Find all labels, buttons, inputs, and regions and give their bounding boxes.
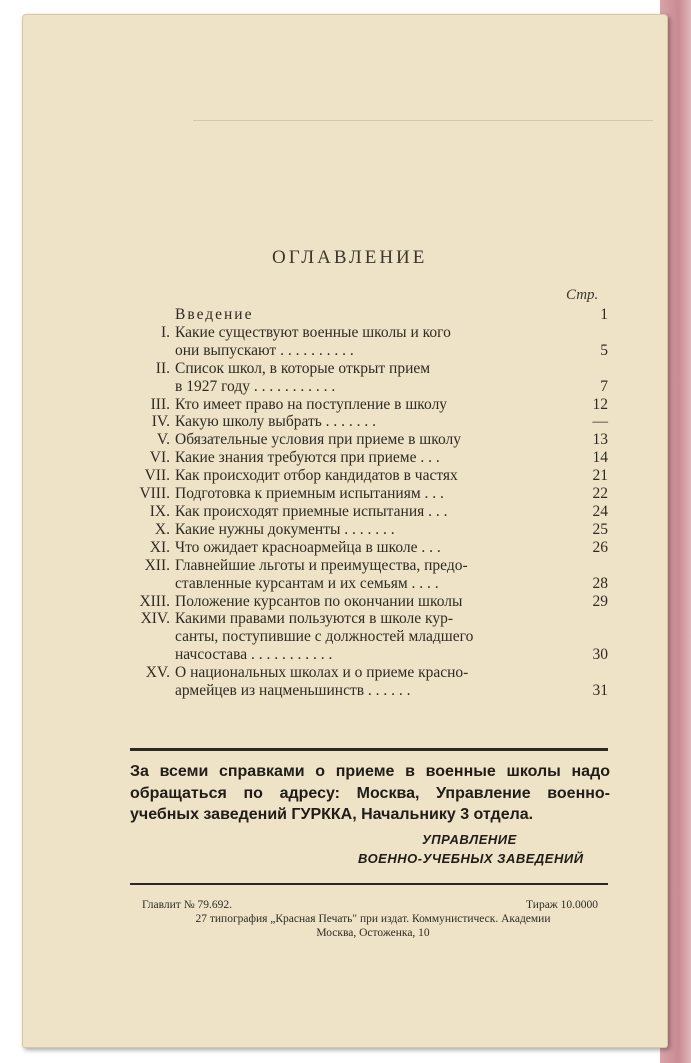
toc-entry-page: 7: [600, 377, 608, 395]
toc-entry-page: 5: [600, 341, 608, 359]
signature-line-1: УПРАВЛЕНИЕ: [422, 832, 517, 847]
toc-line: [128, 449, 608, 467]
toc-entry-page: 21: [592, 467, 608, 485]
toc-line: [128, 628, 608, 646]
toc-line: [128, 521, 608, 539]
toc-entry-number: XII.: [144, 556, 170, 574]
toc-line: [128, 467, 608, 485]
toc-entry-page: 14: [592, 449, 608, 467]
toc-entry-title: начсостава . . . . . . . . . . .: [175, 646, 333, 664]
printer-address: Москва, Остоженка, 10: [316, 927, 430, 939]
toc-entry-title: Подготовка к приемным испытаниям . . .: [175, 485, 444, 503]
imprint-block: [138, 898, 608, 940]
toc-line: [128, 682, 608, 700]
toc-entry-number: III.: [150, 395, 170, 413]
toc-entry-number: XIV.: [140, 610, 170, 628]
toc-entry-title: Какую школу выбрать . . . . . . .: [175, 413, 377, 431]
toc-entry-title: Что ожидает красноармейца в школе . . .: [175, 538, 441, 556]
toc-line: [128, 413, 608, 431]
toc-entry-number: VI.: [149, 449, 170, 467]
divider-rule-bottom: [130, 883, 608, 885]
toc-line: [128, 539, 608, 557]
bleed-through-line: [193, 120, 653, 121]
toc-entry-page: 26: [592, 538, 608, 556]
toc-entry-number: VII.: [144, 467, 170, 485]
toc-entry-number: VIII.: [139, 485, 170, 503]
toc-entry-title: Обязательные условия при приеме в школу: [175, 431, 461, 449]
toc-entry-title: Список школ, в которые открыт прием: [175, 359, 431, 377]
toc-line: [128, 324, 608, 342]
toc-entry-page: 28: [592, 574, 608, 592]
toc-line: [128, 646, 608, 664]
toc-entry-title: Положение курсантов по окончании школы: [175, 592, 463, 610]
toc-entry-number: I.: [160, 323, 170, 341]
toc-line: [128, 557, 608, 575]
toc-entry-number: II.: [155, 359, 170, 377]
toc-line: [128, 610, 608, 628]
toc-entry-page: 31: [592, 682, 608, 700]
toc-title: ОГЛАВЛЕНИЕ: [272, 247, 428, 268]
toc-entry-title: армейцев из нацменьшинств . . . . . .: [175, 682, 411, 700]
page-column-label: Стр.: [566, 287, 599, 303]
toc-entry-title: Какие знания требуются при приеме . . .: [175, 449, 440, 467]
toc-line: [128, 593, 608, 611]
toc-entry-title: ставленные курсантам и их семьям . . . .: [175, 574, 439, 592]
toc-line: [128, 431, 608, 449]
toc-entry-title: Кто имеет право на поступление в школу: [175, 395, 448, 413]
toc-entry-title: Главнейшие льготы и преимущества, предо-: [175, 556, 468, 574]
toc-entry-page: 1: [600, 306, 608, 323]
toc-entry-title: Как происходит отбор кандидатов в частях: [175, 467, 458, 485]
toc-entry-number: XI.: [149, 538, 170, 556]
toc-entry-title: О национальных школах и о приеме красно-: [175, 664, 469, 682]
toc-entry-title: Какими правами пользуются в школе кур-: [175, 610, 454, 628]
toc-entry-title: Как происходят приемные испытания . . .: [175, 502, 448, 520]
toc-line: [128, 360, 608, 378]
glavlit-number: Главлит № 79.692.: [142, 899, 233, 911]
divider-rule: [130, 748, 608, 751]
table-of-contents: [128, 306, 608, 700]
toc-line: [128, 342, 608, 360]
toc-line: [128, 503, 608, 521]
toc-entry-title: в 1927 году . . . . . . . . . . .: [175, 377, 336, 395]
toc-line: [128, 378, 608, 396]
toc-line: [128, 396, 608, 414]
toc-line: [128, 664, 608, 682]
toc-entry-page: —: [592, 413, 608, 431]
toc-entry-number: XIII.: [139, 592, 170, 610]
toc-entry-number: IX.: [149, 502, 170, 520]
toc-entry-page: 22: [592, 485, 608, 503]
signature-line-2: ВОЕННО-УЧЕБНЫХ ЗАВЕДЕНИЙ: [358, 851, 584, 866]
toc-entry-title: санты, поступившие с должностей младшего: [175, 628, 474, 646]
toc-entry-title: они выпускают . . . . . . . . . .: [175, 341, 354, 359]
toc-entry-number: XV.: [145, 664, 170, 682]
toc-entry-page: 30: [592, 646, 608, 664]
print-run: Тираж 10.0000: [526, 899, 598, 911]
contact-notice: За всеми справками о приеме в военные школы надо обращаться по адресу: Москва, Управление военно-учебных заведений ГУРККА, Начальнику 3 отдела.: [130, 763, 610, 823]
toc-entry-page: 24: [592, 502, 608, 520]
toc-entry-page: 29: [592, 592, 608, 610]
toc-entry-title: Какие существуют военные школы и кого: [175, 323, 451, 341]
toc-entry-title: Какие нужны документы . . . . . . .: [175, 520, 395, 538]
printer-line: 27 типография „Красная Печать" при издат. Коммунистическ. Академии: [195, 913, 551, 925]
toc-entry-page: 12: [592, 395, 608, 413]
toc-line: [128, 575, 608, 593]
toc-entry-page: 13: [592, 431, 608, 449]
toc-entry-number: V.: [156, 431, 170, 449]
toc-entry-number: IV.: [151, 413, 170, 431]
toc-entry-page: 25: [592, 520, 608, 538]
toc-entry-number: X.: [154, 520, 170, 538]
toc-line: [128, 485, 608, 503]
toc-entry-title: Введение: [175, 306, 254, 323]
signature-block: [330, 830, 590, 868]
toc-line: [128, 306, 608, 324]
